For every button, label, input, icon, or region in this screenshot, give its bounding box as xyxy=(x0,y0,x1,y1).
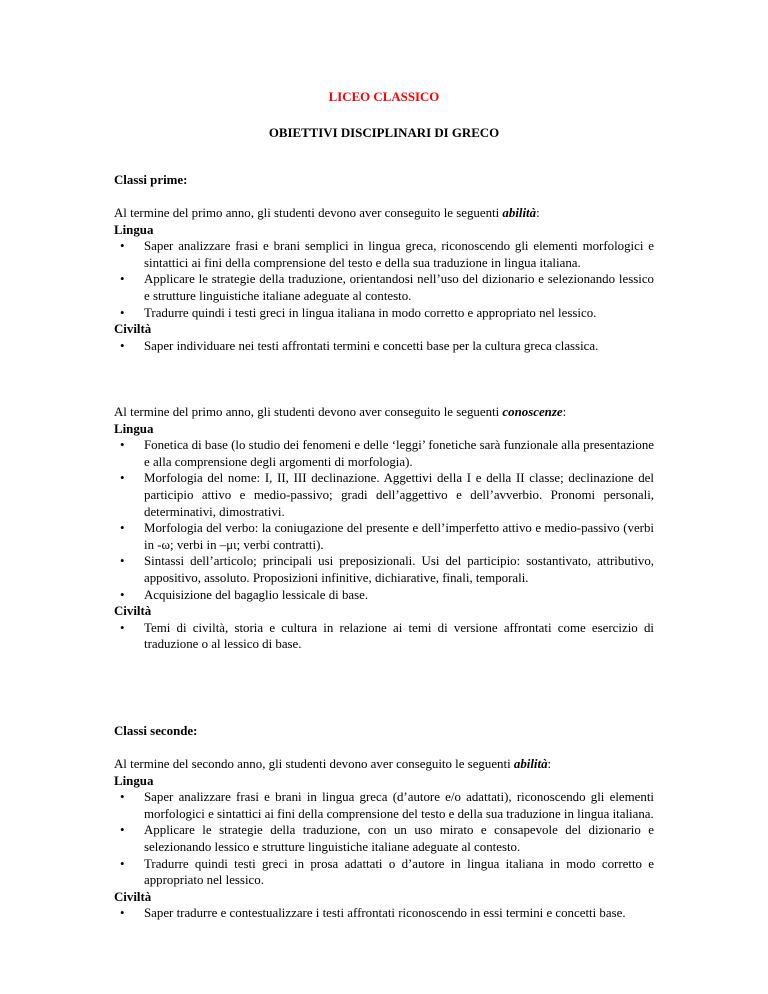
list-item: • Tradurre quindi i testi greci in lingua italiana in modo corretto e appropriato nel lessico. xyxy=(120,305,597,320)
abilita-block-seconde xyxy=(114,756,654,922)
bullet-icon: • xyxy=(120,906,125,921)
bullet-list xyxy=(114,437,654,603)
group-label-civilta: Civiltà xyxy=(114,889,152,904)
bullet-icon: • xyxy=(120,471,125,486)
group-label-lingua: Lingua xyxy=(114,222,154,237)
intro-keyword: abilità xyxy=(502,206,537,220)
bullet-icon: • xyxy=(120,305,125,320)
document-subtitle: OBIETTIVI DISCIPLINARI DI GRECO xyxy=(268,126,500,140)
document-title: LICEO CLASSICO xyxy=(328,90,440,104)
list-item: • Saper analizzare frasi e brani in lingua greca (d’autore e/o adattati), riconoscendo gli elementi morfologici e sintattici ai fini della comprensione del testo e della sua traduzione in lingua italiana. xyxy=(120,790,654,821)
section-heading: Classi prime: xyxy=(114,173,188,187)
bullet-icon: • xyxy=(120,620,125,635)
bullet-icon: • xyxy=(120,239,125,254)
intro-sentence: Al termine del primo anno, gli studenti devono aver conseguito le seguenti abilità: xyxy=(114,206,540,220)
list-item: • Temi di civiltà, storia e cultura in relazione ai temi di versione affrontati come esercizio di traduzione o al lessico di base. xyxy=(120,620,654,652)
list-item: • Morfologia del verbo: la coniugazione del presente e dell’imperfetto attivo e medio-passivo (verbi in -ω; verbi in –μι; verbi contratti). xyxy=(120,521,654,552)
intro-keyword: abilità xyxy=(513,757,548,771)
bullet-icon: • xyxy=(120,790,125,805)
group-label-civilta: Civiltà xyxy=(114,322,152,337)
section-classi-seconde xyxy=(114,723,654,740)
list-item: • Fonetica di base (lo studio dei fenomeni e delle ‘leggi’ fonetiche sarà funzionale alla presentazione e alla comprensione degli argomenti di morfologia). xyxy=(120,438,654,469)
bullet-icon: • xyxy=(120,823,125,838)
bullet-list xyxy=(114,789,654,889)
abilita-block-prime xyxy=(114,205,654,354)
bullet-icon: • xyxy=(120,438,125,453)
group-label-civilta: Civiltà xyxy=(114,604,152,619)
bullet-icon: • xyxy=(120,587,125,602)
bullet-icon: • xyxy=(120,521,125,536)
intro-sentence: Al termine del secondo anno, gli studenti devono aver conseguito le seguenti abilità: xyxy=(114,757,552,771)
bullet-icon: • xyxy=(120,554,125,569)
conoscenze-block-prime xyxy=(114,404,654,653)
group-label-lingua: Lingua xyxy=(114,773,154,788)
bullet-list xyxy=(114,905,654,922)
list-item: • Applicare le strategie della traduzione, con un uso mirato e consapevole del dizionario e selezionando lessico e strutture linguistiche italiane adeguate al contesto. xyxy=(120,823,654,854)
bullet-icon: • xyxy=(120,856,125,871)
list-item: • Morfologia del nome: I, II, III declinazione. Aggettivi della I e della II classe; declinazione del participio attivo e medio-passivo; gradi dell’aggettivo e dell’avverbio. Pronomi personali, determinativi, dimostrativi. xyxy=(120,471,654,519)
list-item: • Applicare le strategie della traduzione, orientandosi nell’uso del dizionario e selezionando lessico e strutture linguistiche italiane adeguate al contesto. xyxy=(120,272,654,303)
list-item: • Acquisizione del bagaglio lessicale di base. xyxy=(120,587,369,602)
bullet-list xyxy=(114,238,654,321)
list-item: • Saper tradurre e contestualizzare i testi affrontati riconoscendo in essi termini e concetti base. xyxy=(120,906,626,921)
bullet-list xyxy=(114,338,654,355)
intro-keyword: conoscenze xyxy=(502,405,563,419)
section-classi-prime xyxy=(114,172,654,189)
list-item: • Saper analizzare frasi e brani semplici in lingua greca, riconoscendo gli elementi morfologici e sintattici ai fini della comprensione del testo e della sua traduzione in lingua italiana. xyxy=(120,239,654,270)
list-item: • Sintassi dell’articolo; principali usi preposizionali. Usi del participio: sostantivato, attributivo, appositivo, assoluto. Proposizioni infinitive, dichiarative, finali, temporali. xyxy=(120,554,654,585)
bullet-icon: • xyxy=(120,338,125,353)
group-label-lingua: Lingua xyxy=(114,421,154,436)
intro-sentence: Al termine del primo anno, gli studenti devono aver conseguito le seguenti conoscenze: xyxy=(114,405,567,419)
list-item: • Saper individuare nei testi affrontati termini e concetti base per la cultura greca classica. xyxy=(120,338,599,353)
bullet-icon: • xyxy=(120,272,125,287)
list-item: • Tradurre quindi testi greci in prosa adattati o d’autore in lingua italiana in modo corretto e appropriato nel lessico. xyxy=(120,856,654,888)
bullet-list xyxy=(114,620,654,653)
section-heading: Classi seconde: xyxy=(114,724,198,738)
